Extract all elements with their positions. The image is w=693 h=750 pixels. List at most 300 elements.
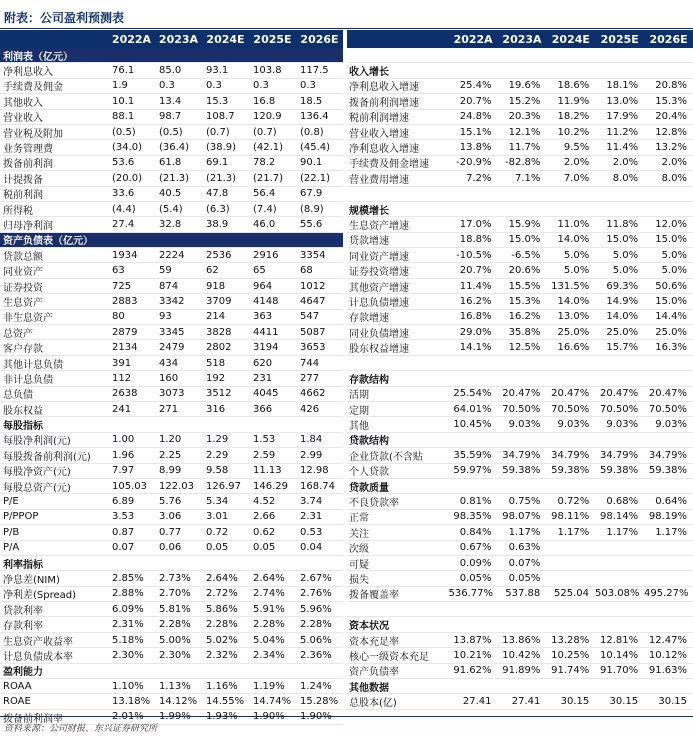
table-cell: 32.8 — [159, 218, 182, 230]
table-cell: (4.4) — [112, 203, 136, 215]
table-cell: 2.64% — [206, 572, 238, 584]
table-row — [0, 433, 343, 448]
table-row — [347, 325, 693, 340]
table-cell: 20.7% — [459, 265, 492, 277]
table-cell: 3073 — [159, 388, 185, 400]
table-cell: 0.05 — [206, 542, 229, 554]
row-label: 资产负债表（亿元） — [3, 236, 93, 248]
table-row — [0, 371, 343, 386]
page-title: 附表：公司盈利预测表 — [4, 11, 125, 25]
row-label: 证券投资增速 — [349, 267, 409, 279]
year-header: 2022A — [111, 32, 152, 46]
table-cell: 3653 — [300, 342, 326, 354]
table-row — [0, 171, 343, 186]
table-row — [347, 417, 693, 432]
table-cell: (0.8) — [300, 126, 324, 138]
table-cell: (36.4) — [159, 142, 190, 154]
table-cell: 11.8% — [606, 218, 639, 230]
row-label: 营业费用增速 — [349, 174, 409, 186]
table-cell: 7.0% — [563, 172, 590, 184]
table-cell: 2.64% — [253, 572, 285, 584]
table-cell: 117.5 — [300, 65, 329, 77]
table-cell: 12.8% — [655, 126, 687, 138]
table-cell: (0.7) — [253, 126, 277, 138]
table-row — [0, 202, 343, 217]
table-cell: 1.17% — [606, 526, 639, 538]
table-row — [0, 464, 343, 479]
row-label: 其他数据 — [349, 682, 389, 694]
year-header: 2025E — [253, 32, 292, 46]
year-header: 2024E — [206, 32, 245, 46]
table-cell: 2883 — [112, 295, 138, 307]
table-row — [0, 248, 343, 263]
table-cell: 3.06 — [159, 511, 182, 523]
table-cell: 0.05 — [253, 542, 276, 554]
row-label: 每股净资产(元) — [3, 467, 71, 479]
table-cell: 1.24% — [300, 680, 332, 692]
table-cell: 7.97 — [112, 465, 135, 477]
table-cell: 46.0 — [253, 218, 276, 230]
table-cell: 20.8% — [655, 80, 687, 92]
table-cell: 20.6% — [508, 265, 541, 277]
table-cell: 2916 — [253, 249, 279, 261]
table-cell: 136.4 — [300, 111, 329, 123]
table-cell: 90.1 — [300, 157, 323, 169]
table-cell: 495.27% — [644, 588, 689, 600]
table-cell: 25.0% — [606, 326, 639, 338]
table-cell: 1.9 — [112, 80, 128, 92]
table-cell: 2.31 — [300, 511, 323, 523]
table-row — [347, 664, 693, 679]
table-cell: 14.1% — [459, 342, 492, 354]
table-cell: 2.28% — [159, 619, 191, 631]
row-label: 贷款利率 — [3, 605, 43, 617]
row-label: 总负债 — [3, 390, 33, 402]
table-cell: 11.4% — [606, 142, 639, 154]
table-cell: 0.3 — [159, 80, 175, 92]
table-cell: 192 — [206, 372, 226, 384]
table-cell: 2.88% — [112, 588, 144, 600]
table-cell: 93 — [159, 311, 172, 323]
table-cell: 14.9% — [606, 295, 639, 307]
table-cell: 17.0% — [459, 218, 492, 230]
table-cell: 59.38% — [599, 465, 639, 477]
table-row — [347, 694, 693, 709]
left-table — [0, 30, 343, 725]
row-label: 存款利率 — [3, 621, 43, 633]
table-cell: 2638 — [112, 388, 138, 400]
row-label: 客户存款 — [3, 344, 43, 356]
table-cell: 18.5 — [300, 95, 323, 107]
table-cell: 13.18% — [112, 696, 151, 708]
table-cell: 2.29 — [206, 449, 229, 461]
table-row — [0, 48, 343, 63]
year-header: 2023A — [158, 32, 199, 46]
table-cell: 547 — [300, 311, 320, 323]
table-cell: 620 — [253, 357, 273, 369]
table-cell: 5.04% — [253, 634, 285, 646]
table-cell: 2.0% — [612, 157, 639, 169]
table-cell: 2.32% — [206, 649, 238, 661]
row-label: 拨备覆盖率 — [349, 590, 399, 602]
table-cell: 5.0% — [612, 249, 639, 261]
table-cell: -82.8% — [505, 157, 541, 169]
table-row — [347, 233, 693, 248]
row-label: 生息资产增速 — [349, 221, 409, 232]
table-cell: 50.6% — [655, 280, 687, 292]
table-cell: 91.70% — [599, 665, 639, 677]
table-cell: 0.75% — [508, 496, 541, 508]
table-row — [0, 402, 343, 417]
table-cell: 16.8 — [253, 95, 276, 107]
table-cell: 30.15 — [658, 696, 687, 708]
row-label: 每股指标 — [3, 421, 43, 433]
table-cell: 105.03 — [112, 480, 147, 492]
table-cell: 0.05% — [459, 572, 492, 584]
table-cell: 2.73% — [159, 572, 191, 584]
table-cell: 0.53 — [300, 526, 323, 538]
table-cell: 18.2% — [557, 111, 590, 123]
row-label: 利率指标 — [3, 559, 43, 571]
table-cell: 13.4 — [159, 95, 182, 107]
row-label: 企业贷款(不含贴 — [349, 451, 423, 463]
table-cell: 4647 — [300, 295, 326, 307]
table-cell: (7.4) — [253, 203, 277, 215]
table-cell: 5.0% — [612, 265, 639, 277]
table-cell: 3.74 — [300, 496, 323, 508]
row-label: 净利息收入 — [3, 67, 53, 79]
table-cell: 53.6 — [112, 157, 135, 169]
left-header-row — [0, 30, 343, 48]
table-row — [347, 63, 693, 78]
table-cell: 3828 — [206, 326, 232, 338]
table-cell: 2879 — [112, 326, 138, 338]
table-cell: 3345 — [159, 326, 185, 338]
table-row — [347, 294, 693, 309]
table-cell: 30.15 — [609, 696, 639, 708]
table-cell: 0.81% — [459, 496, 492, 508]
year-header: 2022A — [453, 32, 493, 46]
table-row — [347, 279, 693, 294]
table-cell: 15.0% — [508, 234, 541, 246]
row-label: 利润表（亿元） — [3, 51, 73, 63]
table-cell: 69.1 — [206, 157, 229, 169]
table-cell: 98.11% — [551, 511, 590, 523]
table-row — [0, 602, 343, 617]
table-cell: 0.62 — [253, 526, 276, 538]
table-cell: 2.59 — [253, 449, 276, 461]
table-cell: 33.6 — [112, 188, 135, 200]
table-cell: 20.7% — [459, 95, 492, 107]
table-cell: 0.07 — [112, 542, 135, 554]
table-cell: 4148 — [253, 295, 279, 307]
table-cell: 9.58 — [206, 465, 229, 477]
table-row — [347, 110, 693, 125]
table-cell: 2134 — [112, 342, 138, 354]
table-row — [347, 371, 693, 386]
table-row — [347, 679, 693, 694]
table-cell: 2.0% — [661, 157, 687, 169]
table-cell: 59.38% — [648, 465, 687, 477]
table-cell: 3194 — [253, 342, 279, 354]
table-cell: 537.88 — [505, 588, 541, 600]
table-row — [0, 587, 343, 602]
table-cell: 1012 — [300, 280, 326, 292]
table-cell: 9.5% — [563, 142, 590, 154]
table-cell: 59.38% — [502, 465, 541, 477]
table-cell: 316 — [206, 403, 226, 415]
table-row — [347, 340, 693, 355]
table-row — [0, 510, 343, 525]
table-cell: 9.03% — [606, 419, 639, 431]
row-label: 证券投资 — [3, 282, 43, 294]
row-label: 净利差(Spread) — [3, 590, 77, 602]
table-cell: 15.28% — [300, 696, 339, 708]
row-label: 每股总资产(元) — [3, 482, 71, 494]
table-cell: 59.97% — [453, 465, 492, 477]
table-cell: 29.0% — [459, 326, 492, 338]
table-cell: 98.07% — [502, 511, 541, 523]
table-cell: 4662 — [300, 388, 326, 400]
row-label: 税前利润增速 — [349, 113, 409, 125]
table-cell: 1.84 — [300, 434, 323, 446]
table-cell: 63 — [112, 265, 125, 277]
table-row — [347, 448, 693, 463]
table-cell: 20.4% — [655, 111, 687, 123]
table-cell: 2.0% — [563, 157, 590, 169]
table-row — [347, 248, 693, 263]
table-row — [0, 541, 343, 556]
table-cell: 1.20 — [159, 434, 182, 446]
table-cell: 78.2 — [253, 157, 276, 169]
table-row — [0, 79, 343, 94]
table-cell: 3512 — [206, 388, 232, 400]
table-row — [347, 541, 693, 556]
table-cell: 4045 — [253, 388, 279, 400]
table-cell: 68 — [300, 265, 313, 277]
table-cell: 103.8 — [253, 65, 282, 77]
row-label: 拨备前利润 — [3, 159, 53, 171]
table-cell: 14.12% — [159, 696, 198, 708]
table-cell: 47.8 — [206, 188, 229, 200]
table-cell: 34.79% — [502, 449, 541, 461]
table-cell: 9.03% — [557, 419, 590, 431]
table-cell: 25.0% — [655, 326, 687, 338]
table-cell: (22.1) — [300, 172, 331, 184]
table-cell: 426 — [300, 403, 320, 415]
table-row — [0, 494, 343, 509]
table-row — [0, 294, 343, 309]
table-cell: 27.4 — [112, 218, 135, 230]
table-cell: 5.96% — [300, 603, 332, 615]
table-cell: 16.8% — [459, 311, 492, 323]
table-cell: 2.67% — [300, 572, 332, 584]
table-cell: -20.9% — [456, 157, 492, 169]
table-cell: 15.3% — [655, 95, 687, 107]
table-cell: (20.0) — [112, 172, 143, 184]
table-cell: 13.86% — [502, 634, 541, 646]
table-cell: 11.4% — [459, 280, 492, 292]
table-cell: 16.6% — [557, 342, 590, 354]
table-cell: 13.0% — [557, 311, 590, 323]
row-label: 营业收入 — [3, 113, 43, 125]
table-cell: 277 — [300, 372, 320, 384]
table-cell: 2.85% — [112, 572, 144, 584]
table-row — [347, 571, 693, 586]
table-cell: 12.1% — [508, 126, 541, 138]
table-cell: 3.01 — [206, 511, 229, 523]
table-cell: 91.63% — [648, 665, 687, 677]
table-cell: 98.14% — [599, 511, 639, 523]
source-note: 资料来源：公司财报、东兴证券研究所 — [4, 724, 158, 734]
table-row — [347, 79, 693, 94]
table-row — [0, 263, 343, 278]
table-row — [0, 448, 343, 463]
table-row — [0, 217, 343, 232]
table-row — [0, 417, 343, 432]
table-cell: 2.70% — [159, 588, 191, 600]
table-cell: (0.5) — [112, 126, 136, 138]
table-cell: 1.96 — [112, 449, 135, 461]
row-label: 其他资产增速 — [349, 282, 409, 294]
table-cell: 5.91% — [253, 603, 285, 615]
table-cell: 98.7 — [159, 111, 182, 123]
row-label: 净利息收入增速 — [349, 144, 419, 156]
table-cell: 0.06 — [159, 542, 182, 554]
table-cell: 2.30% — [112, 649, 144, 661]
year-header: 2026E — [649, 32, 688, 46]
table-cell: 76.1 — [112, 65, 135, 77]
table-cell: 0.07% — [508, 557, 541, 569]
table-cell: 15.1% — [459, 126, 492, 138]
table-cell: 11.2% — [606, 126, 639, 138]
row-label: 损失 — [349, 574, 369, 586]
row-label: 同业负债增速 — [349, 328, 409, 340]
row-label: 可疑 — [349, 559, 369, 571]
table-cell: 1.00 — [112, 434, 135, 446]
table-cell: 2.30% — [159, 649, 191, 661]
table-cell: 34.79% — [599, 449, 639, 461]
table-cell: 34.79% — [551, 449, 590, 461]
year-header: 2024E — [551, 32, 590, 46]
table-row — [347, 494, 693, 509]
table-cell: 0.3 — [300, 80, 316, 92]
table-row — [0, 387, 343, 402]
table-cell: (21.3) — [206, 172, 237, 184]
row-label: 关注 — [349, 528, 369, 540]
table-row — [0, 279, 343, 294]
row-label: 次级 — [349, 544, 369, 556]
table-cell: 5.86% — [206, 603, 238, 615]
table-row — [0, 63, 343, 78]
row-label: 手续费及佣金 — [3, 82, 63, 94]
table-cell: 14.55% — [206, 696, 245, 708]
table-row — [347, 217, 693, 232]
table-cell: 160 — [159, 372, 179, 384]
table-row — [0, 479, 343, 494]
table-cell: 70.50% — [648, 403, 687, 415]
table-cell: 70.50% — [502, 403, 541, 415]
table-cell: 744 — [300, 357, 320, 369]
table-cell: 19.6% — [508, 80, 541, 92]
table-cell: 91.62% — [453, 665, 492, 677]
table-cell: 918 — [206, 280, 226, 292]
table-cell: 61.8 — [159, 157, 182, 169]
table-cell: 5.00% — [159, 634, 191, 646]
table-cell: 10.2% — [557, 126, 590, 138]
row-label: 活期 — [349, 390, 369, 402]
row-label: 定期 — [349, 405, 369, 417]
table-row — [347, 94, 693, 109]
year-header: 2023A — [502, 32, 542, 46]
table-row — [347, 156, 693, 171]
table-row — [0, 648, 343, 663]
row-label: 正常 — [349, 513, 369, 525]
table-cell: 12.0% — [655, 218, 687, 230]
table-cell: 20.47% — [648, 388, 687, 400]
table-cell: 0.64% — [655, 496, 687, 508]
table-cell: 5.81% — [159, 603, 191, 615]
table-cell: 62 — [206, 265, 219, 277]
table-row — [0, 325, 343, 340]
table-cell: 2.36% — [300, 649, 332, 661]
row-label: 营业税及附加 — [3, 128, 63, 140]
row-label: 生息资产收益率 — [3, 636, 73, 648]
table-cell: 2.01% — [112, 711, 144, 723]
table-cell: 3709 — [206, 295, 232, 307]
table-cell: 15.0% — [655, 234, 687, 246]
table-row — [0, 633, 343, 648]
table-cell: 9.03% — [655, 419, 687, 431]
table-cell: 964 — [253, 280, 273, 292]
row-label: 不良贷款率 — [349, 498, 399, 510]
table-cell: 8.0% — [661, 172, 687, 184]
table-cell: 5.76 — [159, 496, 182, 508]
table-cell: 5087 — [300, 326, 326, 338]
table-cell: 122.03 — [159, 480, 194, 492]
table-row — [347, 587, 693, 602]
row-label: ROAA — [3, 680, 32, 692]
table-cell: 434 — [159, 357, 179, 369]
table-cell: 2.28% — [300, 619, 332, 631]
table-cell: 2.28% — [253, 619, 285, 631]
table-row — [347, 525, 693, 540]
table-cell: (21.3) — [159, 172, 190, 184]
row-label: 净息差(NIM) — [3, 574, 60, 586]
table-row — [347, 140, 693, 155]
table-cell: 8.99 — [159, 465, 182, 477]
table-cell: 0.87 — [112, 526, 135, 538]
row-label: 贷款增速 — [349, 236, 389, 248]
table-cell: 2.76% — [300, 588, 332, 600]
table-cell: 10.21% — [453, 649, 492, 661]
table-row — [0, 617, 343, 632]
table-row — [0, 310, 343, 325]
table-row — [0, 340, 343, 355]
table-cell: 120.9 — [253, 111, 282, 123]
table-cell: 0.09% — [459, 557, 492, 569]
table-cell: 98.35% — [453, 511, 492, 523]
table-cell: 3342 — [159, 295, 185, 307]
table-cell: 59 — [159, 265, 172, 277]
row-label: 非计息负债 — [3, 374, 53, 386]
table-row — [0, 233, 343, 248]
table-cell: 35.8% — [508, 326, 541, 338]
table-row — [0, 525, 343, 540]
table-cell: 1.93% — [206, 711, 238, 723]
row-label: 税前利润 — [3, 190, 43, 202]
table-cell: 5.18% — [112, 634, 144, 646]
